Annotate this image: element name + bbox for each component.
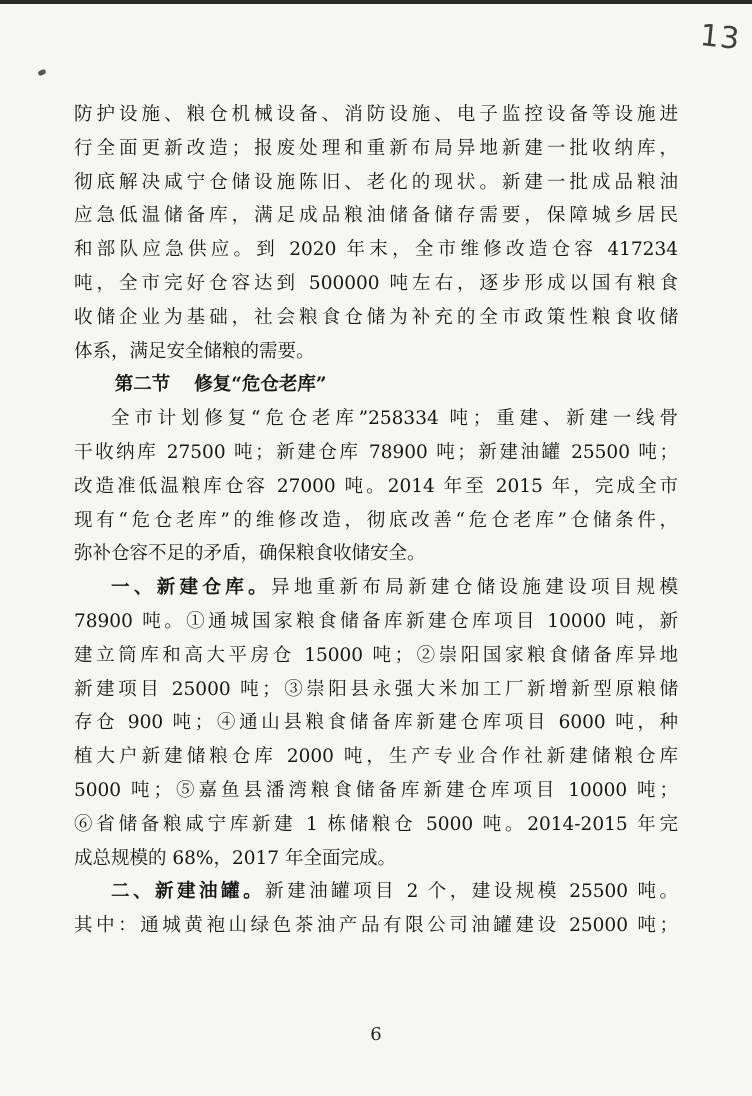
paragraph-line: 体系，满足安全储粮的需要。 (74, 340, 315, 362)
paragraph-line: 现有“危仓老库”的维修改造，彻底改善“危仓老库”仓储条件， (74, 509, 678, 531)
item-text: 异地重新布局新建仓储设施建设项目规模 (270, 577, 678, 599)
paragraph-line: 植大户新建储粮仓库 2000 吨，生产专业合作社新建储粮仓库 (74, 746, 678, 768)
paragraph-line: 改造准低温粮库仓容 27000 吨。2014 年至 2015 年，完成全市 (74, 475, 678, 497)
paragraph-line: 建立筒库和高大平房仓 15000 吨；②崇阳国家粮食储备库异地 (74, 644, 678, 666)
paragraph-line: 其中：通城黄袍山绿色茶油产品有限公司油罐建设 25000 吨； (74, 915, 678, 937)
item-lead: 二、新建油罐。 (111, 881, 266, 903)
paragraph-line: 应急低温储备库，满足成品粮油储备储存需要，保障城乡居民 (74, 205, 678, 227)
section-heading (74, 368, 678, 402)
paragraph-line: 防护设施、粮仓机械设备、消防设施、电子监控设备等设施进 (74, 104, 678, 125)
paragraph-line (74, 875, 678, 909)
section-title: 修复“危仓老库” (194, 374, 327, 396)
item-text: 新建油罐项目 2 个，建设规模 25500 吨。 (265, 881, 678, 903)
paragraph-line: 78900 吨。①通城国家粮食储备库新建仓库项目 10000 吨，新 (74, 610, 678, 632)
paragraph-line: 和部队应急供应。到 2020 年末，全市维修改造仓容 417234 (74, 239, 678, 261)
paragraph-line: 全市计划修复“危仓老库”258334 吨；重建、新建一线骨 (111, 408, 678, 430)
paragraph-line: ⑥省储备粮咸宁库新建 1 栋储粮仓 5000 吨。2014-2015 年完 (74, 813, 678, 835)
paragraph-line: 成总规模的 68%，2017 年全面完成。 (74, 847, 396, 869)
paragraph-line: 弥补仓容不足的矛盾，确保粮食收储安全。 (74, 543, 426, 565)
paragraph-line: 收储企业为基础，社会粮食仓储为补充的全市政策性粮食收储 (74, 306, 678, 328)
pen-mark (37, 69, 46, 77)
scan-top-edge (0, 0, 752, 4)
body-text (74, 98, 678, 943)
paragraph-line (74, 571, 678, 605)
item-lead: 一、新建仓库。 (111, 577, 271, 599)
paragraph-line: 新建项目 25000 吨；③崇阳县永强大米加工厂新增新型原粮储 (74, 678, 678, 700)
paragraph-line: 彻底解决咸宁仓储设施陈旧、老化的现状。新建一批成品粮油 (74, 171, 678, 193)
handwritten-page-annotation: 13 (698, 17, 742, 58)
paragraph-line: 行全面更新改造；报废处理和重新布局异地新建一批收纳库， (74, 137, 678, 159)
paragraph-line: 干收纳库 27500 吨；新建仓库 78900 吨；新建油罐 25500 吨； (74, 441, 678, 463)
paragraph-line: 存仓 900 吨；④通山县粮食储备库新建仓库项目 6000 吨，种 (74, 712, 678, 734)
page-number: 6 (370, 1024, 382, 1045)
section-number: 第二节 (114, 374, 171, 396)
paragraph-line: 5000 吨；⑤嘉鱼县潘湾粮食储备库新建仓库项目 10000 吨； (74, 779, 678, 801)
paragraph-line: 吨，全市完好仓容达到 500000 吨左右，逐步形成以国有粮食 (74, 272, 678, 294)
